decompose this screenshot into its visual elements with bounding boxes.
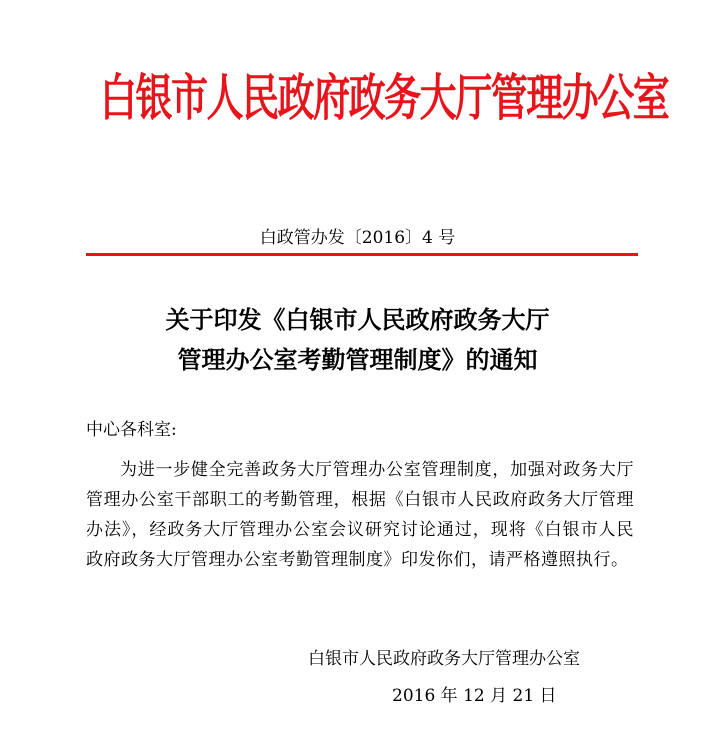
document-title-line-1: 关于印发《白银市人民政府政务大厅 xyxy=(165,305,550,334)
issue-date: 2016 年 12 月 21 日 xyxy=(392,686,557,706)
document-title-line-2: 管理办公室考勤管理制度》的通知 xyxy=(177,345,538,374)
issuing-org-header: 白银市人民政府政务大厅管理办公室 xyxy=(100,69,669,127)
red-divider-line xyxy=(86,253,638,256)
recipient-line: 中心各科室: xyxy=(86,420,177,440)
body-paragraph: 为进一步健全完善政务大厅管理办公室管理制度，加强对政务大厅管理办公室干部职工的考勤管理，根据《白银市人民政府政务大厅管理办法》，经政务大厅管理办公室会议研究讨论通过，现将《白银市人民政府政务大厅管理办公室考勤管理制度》印发你们，请严格遵照执行。 xyxy=(86,460,634,570)
document-number: 白政管办发〔2016〕4 号 xyxy=(259,228,456,248)
issuer-signature: 白银市人民政府政务大厅管理办公室 xyxy=(308,649,580,669)
document-title xyxy=(0,300,715,380)
